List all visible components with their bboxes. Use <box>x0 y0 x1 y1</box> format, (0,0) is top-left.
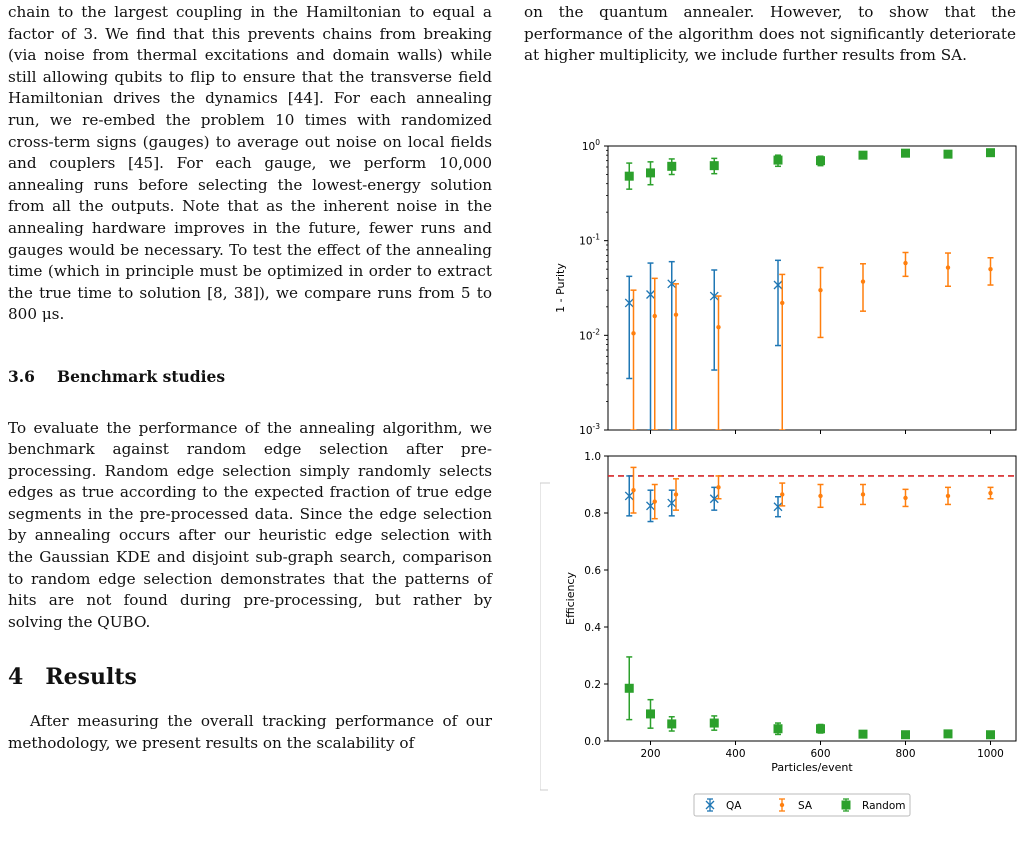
y-tick-label: $10^{-1}$ <box>579 232 600 248</box>
sa-marker <box>631 488 635 492</box>
paragraph-sa-results: on the quantum annealer. However, to show that the performance of the algorithm does not significantly deteriorate at higher multiplicity, we include further results from SA. <box>524 3 1016 65</box>
random-marker <box>625 684 634 693</box>
random-marker <box>646 168 655 177</box>
paragraph-benchmark: To evaluate the performance of the annealing algorithm, we benchmark against random edge selection after pre-processing. Random edge selection simply randomly selects edges as true according to the expected fraction of true edge segments in the pre-processed data. Since the edge selection by annealing occurs after our heuristic edge selection with the Gaussian KDE and disjoint sub-graph search, comparison to random edge selection demonstrates that the patterns of hits are not found during pre-processing, but rather by solving the QUBO. <box>8 418 492 631</box>
section-title: Results <box>45 664 137 691</box>
efficiency-data <box>625 467 995 739</box>
random-marker <box>646 709 655 718</box>
sa-marker <box>946 494 950 498</box>
section-title: Benchmark studies <box>56 366 226 386</box>
efficiency-panel <box>564 451 1016 774</box>
sa-marker <box>780 492 784 496</box>
y-tick-label: $10^{-3}$ <box>579 422 600 437</box>
y-tick-label: 1.0 <box>584 451 601 463</box>
right-column <box>524 2 1016 67</box>
figure-svg <box>540 130 1020 837</box>
sa-marker <box>946 265 950 269</box>
paragraph-annealing-setup: chain to the largest coupling in the Hamiltonian to equal a factor of 3. We find that this prevents chains from breaking (via noise from thermal excitations and domain walls) while still allowing qubits to flip to ensure that the transverse field Hamiltonian drives the dynamics [44]. For each annealing run, we re-embed the problem 10 times with randomized cross-term signs (gauges) to average out noise on local fields and couplers [45]. For each gauge, we perform 10,000 annealing runs before selecting the lowest-energy solution from all the outputs. Note that as the inherent noise in the annealing hardware improves in the future, fewer runs and gauges would be necessary. To test the effect of the annealing time (which in principle must be optimized in order to extract the true time to solution [8, 38]), we compare runs from 5 to 800 μs. <box>8 3 492 324</box>
sa-marker <box>674 492 678 496</box>
legend-label: QA <box>726 800 742 812</box>
x-tick-label: 1000 <box>977 748 1004 760</box>
series-sa <box>631 252 994 430</box>
section-heading-4 <box>8 664 492 691</box>
y-tick-label: 0.2 <box>584 679 601 691</box>
purity-data <box>625 148 995 430</box>
random-marker <box>842 801 851 810</box>
sa-marker <box>716 325 720 329</box>
x-tick-label: 200 <box>640 748 661 760</box>
random-marker <box>774 156 783 165</box>
purity-y-axis-label: 1 - Purity <box>554 263 567 313</box>
y-tick-label: 0.0 <box>584 736 601 748</box>
y-tick-label: 0.4 <box>584 622 601 634</box>
left-column <box>8 2 492 754</box>
sa-marker <box>988 491 992 495</box>
legend <box>694 794 910 816</box>
random-marker <box>901 730 910 739</box>
purity-panel <box>554 138 1016 437</box>
section-heading-3-6 <box>8 366 492 388</box>
x-tick-label: 600 <box>810 748 831 760</box>
section-number: 4 <box>8 664 24 691</box>
legend-label: SA <box>798 800 813 812</box>
sa-marker <box>716 485 720 489</box>
random-marker <box>667 719 676 728</box>
random-marker <box>986 730 995 739</box>
sa-marker <box>861 492 865 496</box>
efficiency-axes-frame <box>608 456 1016 741</box>
random-marker <box>710 719 719 728</box>
random-marker <box>986 148 995 157</box>
sa-marker <box>903 496 907 500</box>
x-tick-label: 800 <box>895 748 916 760</box>
x-tick-label: 400 <box>725 748 746 760</box>
y-tick-label: $10^{-2}$ <box>579 327 600 343</box>
series-qa <box>625 260 782 430</box>
efficiency-y-axis-label: Efficiency <box>564 572 577 625</box>
random-marker <box>710 161 719 170</box>
random-marker <box>774 724 783 733</box>
series-random <box>625 148 995 189</box>
random-marker <box>859 730 868 739</box>
x-axis-label: Particles/event <box>771 761 853 774</box>
sa-marker <box>631 331 635 335</box>
random-marker <box>667 162 676 171</box>
sa-marker <box>903 261 907 265</box>
legend-label: Random <box>862 800 906 812</box>
sa-marker <box>818 494 822 498</box>
sa-marker <box>861 279 865 283</box>
figure <box>540 130 1020 837</box>
sa-marker <box>653 314 657 318</box>
sa-marker <box>653 499 657 503</box>
random-marker <box>859 151 868 160</box>
random-marker <box>816 156 825 165</box>
paragraph-results-intro: After measuring the overall tracking performance of our methodology, we present results on the scalability of <box>8 712 492 752</box>
purity-axes-frame <box>608 146 1016 430</box>
y-tick-label: 0.6 <box>584 565 601 577</box>
sa-marker <box>988 267 992 271</box>
sa-marker <box>780 301 784 305</box>
random-marker <box>816 724 825 733</box>
section-number: 3.6 <box>8 366 35 386</box>
random-marker <box>901 149 910 158</box>
sa-marker <box>818 288 822 292</box>
figure-frame-line <box>540 483 550 790</box>
series-qa <box>625 476 782 522</box>
random-marker <box>625 172 634 181</box>
sa-marker <box>674 313 678 317</box>
y-tick-label: $10^0$ <box>581 138 600 153</box>
random-marker <box>944 729 953 738</box>
sa-marker <box>780 803 784 807</box>
random-marker <box>944 150 953 159</box>
y-tick-label: 0.8 <box>584 508 601 520</box>
series-random <box>625 657 995 739</box>
series-sa <box>631 467 994 518</box>
